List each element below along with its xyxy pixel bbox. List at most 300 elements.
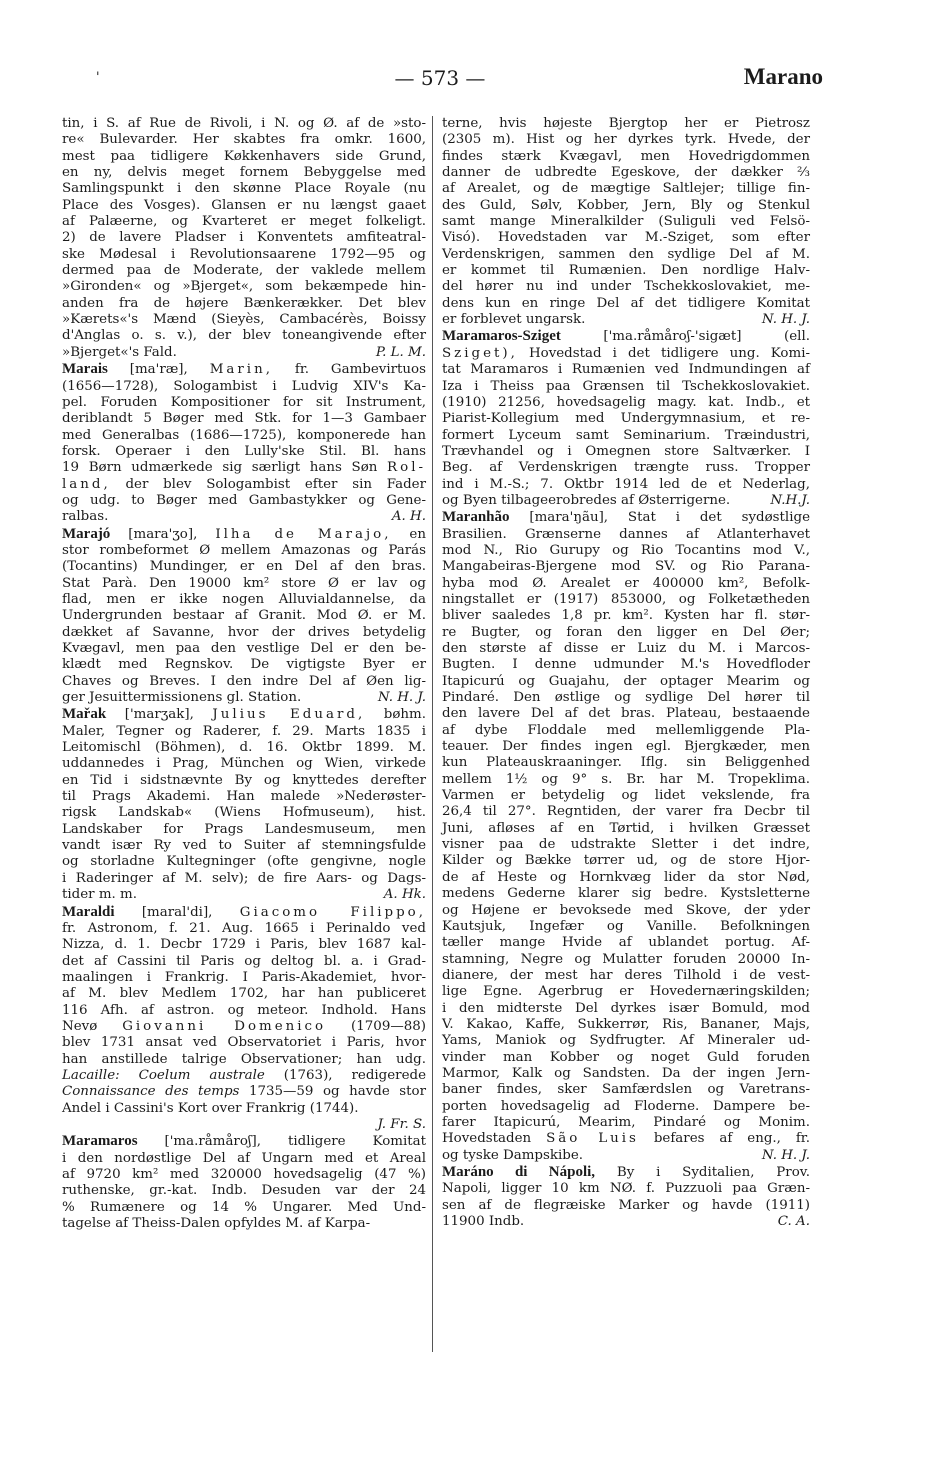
text: de af Heste og Hornkvæg lider da stor Nød, [442,869,810,885]
line-text [442,1033,810,1048]
right-line [442,772,810,788]
text: er kommet til Rumænien. Den nordlige Halv- [442,263,810,279]
line-text [442,312,585,328]
line-text [442,460,810,475]
right-line [442,559,810,575]
line-text [62,740,426,755]
left-line [62,625,426,641]
text: Verdenskrigen, sammen den sydlige Del af M. [442,246,810,262]
headword: Marais [62,361,108,378]
line-text [62,559,426,574]
line-text [442,1017,810,1032]
left-line [62,559,426,575]
text: anden fra de højere Bænkerækker. Det blev [62,295,426,311]
text: danner de udbredte Egeskove, der dækker ⅔ [442,165,810,181]
left-line [62,641,426,657]
text: [maral'di], [114,904,240,920]
right-line [442,1181,810,1197]
line-text [442,116,810,131]
line-text [442,788,810,803]
line-text [62,773,426,788]
text: en ny, delvis meget fornem Bebyggelse med [62,165,426,181]
left-line [62,592,426,608]
headword: Maranhão [442,509,510,526]
line-text [62,1068,426,1083]
text: findes stærk Kvægavl, men Hovedrigdommen [442,148,810,164]
right-line [442,493,810,509]
left-line [62,657,426,673]
left-line [62,854,426,870]
text: 19 Børn udmærkede sig særligt hans Søn [62,460,388,476]
left-line [62,1068,426,1084]
line-text [442,230,810,245]
right-line [442,509,810,526]
right-line [442,1033,810,1049]
text: Maler, Tegner og Raderer, f. 29. Marts 1835 i [62,723,426,739]
line-text [62,1003,426,1018]
spaced-name: Rol- [387,460,426,476]
text: maalingen i Frankrig. I Paris-Akademiet, hvor- [62,969,426,985]
left-line [62,724,426,740]
text: samt mange Mineralkilder (Suliguli ved Felsö- [442,214,810,230]
line-text [442,952,810,967]
line-text [442,886,810,901]
right-line [442,690,810,706]
left-line [62,165,426,181]
line-text [442,379,810,394]
signature: N. H. J. [761,312,810,328]
text: deriblandt 5 Bøger med Stk. for 1—3 Gambaer [62,411,426,427]
right-line [442,312,810,328]
line-text [442,444,810,459]
right-line [442,1148,810,1164]
signature: A. H. [391,509,426,525]
left-line [62,1151,426,1167]
line-text [442,968,810,983]
text: med Generalbas (1686—1725), komponerede han [62,427,426,443]
text: og Byen tilbageerobredes af Østerrigerne. [442,492,731,508]
line-text [62,887,137,903]
left-line [62,937,426,953]
line-text [442,690,810,705]
text: ind i M.-S.; 7. Oktbr 1914 led de et Nederlag, [442,476,810,492]
text: (1763), redigerede [264,1067,426,1083]
right-line [442,968,810,984]
text: i Raderinger af M. selv); de fire Aars- og Dags- [62,870,426,886]
right-line [442,952,810,968]
left-line [62,1019,426,1035]
line-text [62,1151,426,1166]
headword: Maraldi [62,903,115,920]
text: flad, men er ikke nogen Alluvialdannelse, da [62,591,426,607]
line-text [442,428,810,443]
right-line [442,362,810,378]
book-title: Connaissance des temps [62,1084,240,1100]
text: des Guld, Sølv, Kobber, Jern, Bly og Stenkul [442,197,810,213]
text: (1709—88) [326,1018,426,1034]
text: den største af disse er Luiz du M. i Marcos- [442,641,810,656]
right-line [442,706,810,722]
left-line [62,379,426,395]
headword: Maramaros [62,1133,138,1150]
line-text [442,870,810,885]
right-line [442,428,810,444]
text: Piarist-Kollegium med Undergymnasium, et re- [442,411,810,427]
line-text [62,1216,370,1231]
line-text [442,263,810,278]
right-line [442,1099,810,1115]
text: ruthenske, gr.-kat. Indb. Desuden var der 24 [62,1183,426,1199]
right-line [442,608,810,624]
right-line [442,837,810,853]
column-divider [432,116,433,1352]
left-line [62,822,426,838]
line-text [442,821,810,836]
right-line [442,919,810,935]
text: blev 1731 ansat ved Observatoriet i Paris, hvor [62,1035,426,1051]
text: (2305 m). Hist og her dyrkes tyrk. Hvede, der [442,132,810,148]
right-line [442,411,810,427]
line-text [62,444,426,459]
right-line [442,657,810,673]
left-line [62,116,426,132]
line-text [62,954,426,969]
left-line [62,279,426,295]
line-text [442,674,810,689]
left-line [62,805,426,821]
left-line [62,477,426,493]
right-line [442,214,810,230]
text: baner findes, sker Samfærdslen og Varetrans- [442,1082,810,1098]
text: er forblevet ungarsk. [442,312,586,328]
line-text [442,755,810,770]
line-text [442,1115,810,1130]
text: kun Plateauskraaninger. Iflg. sin Beliggenhed [442,755,810,771]
text: [ma'ræ], [107,362,210,378]
right-line [442,132,810,148]
line-text [62,279,426,294]
text: mellem 1½ og 9° s. Br. har M. Tropeklima. [442,771,810,787]
text: d'Anglas o. s. v.), der blev toneangivende efter [62,328,426,344]
line-text [62,641,426,656]
line-text [62,312,426,327]
text: del hører nu ind under Tschekkoslovakiet, me- [442,279,810,295]
right-line [442,576,810,592]
right-line [442,1214,810,1230]
text: tat Maramaros i Rumænien ved Indmundingen af [442,362,810,378]
line-text [62,905,426,920]
right-line [442,592,810,608]
line-text [62,921,426,936]
signature: A. Hk. [383,887,426,903]
right-line [442,198,810,214]
left-line [62,871,426,887]
line-text [62,263,426,278]
left-line [62,493,426,509]
line-text [62,362,426,377]
right-line [442,1017,810,1033]
text: Stat Parà. Den 19000 km² store Ø er lav og [62,575,426,591]
line-text [62,986,426,1001]
spaced-name: Marin, [209,362,273,378]
line-text [442,1050,810,1065]
text: Chaves og Breves. I den indre Del af Øen lig- [62,673,426,689]
line-text [62,1183,426,1198]
left-line [62,1101,426,1117]
text: formert Lyceum samt Seminarium. Træindustri, [442,427,810,443]
line-text [442,903,810,918]
line-text [442,198,810,213]
text: 1735—59 og havde stor [239,1084,426,1100]
left-column [62,116,426,1232]
text: vinder man Kobber og noget Guld foruden [442,1049,810,1065]
line-text [62,230,426,245]
text: ske Mødesal i Revolutionsaarene 1792—95 og [62,246,426,262]
left-line [62,608,426,624]
text: Kvægavl, men paa den vestlige Del er den be- [62,641,426,656]
right-line [442,247,810,263]
right-line [442,328,810,345]
left-line [62,312,426,328]
text: en [391,526,426,542]
text: Hovedstad i det tidligere ung. Komi- [517,345,810,361]
left-line [62,230,426,246]
signature: N.H.J. [770,492,810,508]
margin-mark: ' [96,70,100,85]
left-line [62,986,426,1002]
right-line [442,379,810,395]
right-line [442,821,810,837]
left-line [62,1183,426,1199]
text: og tyske Dampskibe. [442,1147,584,1163]
text: Varmen er betydelig og lidet vekslende, fra [442,788,810,804]
left-line [62,1133,426,1150]
text: uddannedes i Prag, München og Wien, virkede [62,756,426,772]
line-text [62,674,426,689]
left-line [62,1200,426,1216]
left-line [62,460,426,476]
line-text [442,592,810,607]
line-text [62,328,426,343]
line-text [442,395,810,410]
text: Place des Vosges). Glansen er nu længst gaaet [62,197,426,213]
text: Pindaré. Den østlige og sydlige Del hører til [442,690,810,706]
line-text [442,935,810,950]
spaced-name: Julius Eduard, [212,707,366,723]
left-line [62,576,426,592]
text: ['ma.råmåroʃ], tidligere Komitat [137,1134,426,1150]
line-text [62,345,177,361]
text: af 9720 km² med 320000 hovedsagelig (47 %) [62,1167,426,1182]
signature: N. H. J. [761,1147,810,1163]
line-text [62,181,426,196]
line-text [442,984,810,999]
left-line [62,263,426,279]
line-text [62,395,426,410]
line-text [442,706,810,721]
line-text [442,576,810,591]
text: 11900 Indb. [442,1214,525,1230]
line-text [62,707,426,722]
line-text [62,379,426,394]
line-text [62,477,426,492]
right-line [442,1066,810,1082]
right-line [442,395,810,411]
text: hyba mod Ø. Arealet er 400000 km², Befolk- [442,575,810,591]
text: bøhm. [365,707,427,723]
text: Landskaber for Prags Landesmuseum, men [62,821,426,837]
line-text [62,690,301,706]
left-line [62,740,426,756]
left-line [62,789,426,805]
left-line [62,411,426,427]
text: Napoli, ligger 10 km NØ. f. Puzzuoli paa Græn- [442,1181,810,1197]
line-text [442,739,810,754]
text: Bugten. I denne udmunder M.'s Hovedfloder [442,657,810,673]
line-text [442,279,810,294]
line-text [442,149,810,164]
right-line [442,116,810,132]
headword: Marajó [62,525,111,542]
text: det af Cassini til Paris og deltog bl. a. i Grad- [62,953,426,969]
right-line [442,460,810,476]
line-text [442,1181,810,1196]
line-text [442,1001,810,1016]
right-line [442,1050,810,1066]
line-text [442,165,810,180]
text: teauer. Der findes ingen egl. Bjergkæder, men [442,739,810,755]
signature: J. Fr. S. [377,1116,426,1132]
right-line [442,181,810,197]
left-line [62,1117,426,1133]
text: dermed paa de Moderate, der vaklede mellem [62,263,426,279]
text: (1910) 21256, hovedsagelig magy. kat. Indb., et [442,394,810,410]
text: og storladne Kultegninger (ofte gengivne, nogle [62,854,426,870]
text: befares af eng., fr. [638,1131,810,1147]
spaced-name: São Luis [546,1131,639,1147]
text: Yams, Maniok og Sydfrugter. Af Mineraler ud- [442,1033,810,1049]
signature: P. L. M. [375,344,426,360]
left-line [62,328,426,344]
line-text [442,132,810,147]
line-text [442,411,810,426]
left-line [62,428,426,444]
text: ['marʒak], [106,707,213,723]
line-text [442,1131,810,1146]
spaced-name: land, [62,476,111,492]
right-line [442,853,810,869]
left-line [62,921,426,937]
line-text [442,1099,810,1114]
text: Nevø [62,1018,123,1034]
text: til Prags Akademi. Han malede »Nederøster- [62,789,426,805]
text: og Højene er bevoksede med Skove, der yder [442,902,810,918]
right-line [442,739,810,755]
text: re Bugter, og foran den ligger en Del Øer; [442,624,810,640]
spaced-name: Giovanni Domenico [122,1018,327,1034]
left-line [62,345,426,361]
text: Kilder og Bække tørrer ud, og de store Hjor- [442,853,810,869]
text: i den midterste Del dyrkes især Bomuld, mod [442,1000,810,1016]
left-line [62,444,426,460]
text: tider m. m. [62,887,137,903]
line-text [442,1198,810,1213]
right-line [442,1131,810,1147]
line-text [62,871,426,886]
text: »Gironden« og »Bjerget«, som bekæmpede hin- [62,279,426,295]
line-text [62,509,108,525]
line-text [62,576,426,591]
text: Visó). Hovedstaden var M.-Sziget, som efter [442,230,810,246]
text: Beg. af Verdenskrigen trængte russ. Tropper [442,460,810,476]
text: bliver saaledes 1,8 pr. km². Kysten har fl. stør- [442,608,810,624]
line-text [62,116,426,131]
text: rigsk Landskab« (Wiens Hofmuseum), hist. [62,805,426,821]
text: en Tid i sidstnævnte By og knyttedes derefter [62,772,426,788]
text: porten hovedsagelig ad Floderne. Dampere be- [442,1098,810,1114]
line-text [442,1165,810,1180]
right-line [442,543,810,559]
line-text [442,477,810,492]
left-line [62,887,426,903]
left-line [62,132,426,148]
line-text [442,214,810,229]
text: Hovedstaden [442,1131,547,1147]
right-line [442,935,810,951]
line-text [62,1052,426,1067]
book-title: Lacaille: Coelum australe [62,1067,265,1083]
line-text [442,853,810,868]
right-line [442,1164,810,1181]
left-line [62,149,426,165]
text: dianere, der mest har deres Tilhold i de vest- [442,967,810,983]
left-line [62,690,426,706]
headword: Mařak [62,706,107,723]
text: Trævhandel og i Omegnen store Saltværker. I [442,443,810,459]
text: pel. Foruden Kompositioner for sit Instrument, [62,394,426,410]
right-line [442,886,810,902]
line-text [62,493,426,508]
headword: Maráno di Nápoli, [442,1164,596,1180]
text: Samlingspunkt i den skønne Place Royale (nu [62,181,426,197]
line-text [442,657,810,672]
text: forsk. Operaer i den Lully'ske Stil. Bl. hans [62,443,426,459]
text: han anstillede talrige Observationer; han udg. [62,1051,426,1067]
left-line [62,706,426,723]
text: [mara'ʒo], [110,526,216,542]
line-text [442,1214,524,1230]
line-text [442,247,810,262]
text: fr. Astronom, f. 21. Aug. 1665 i Perinaldo ved [62,920,426,936]
text: ningstallet er (1917) 853000, og Folketætheden [442,591,810,607]
right-line [442,1198,810,1214]
text: tin, i S. af Rue de Rivoli, i N. og Ø. af de »sto- [62,116,426,131]
line-text [62,247,426,262]
text: ger Jesuittermissionens gl. Station. [62,690,302,706]
text: stamning, Negre og Mulatter foruden 20000 In- [442,951,810,967]
right-line [442,870,810,886]
left-line [62,509,426,525]
line-text [442,493,730,509]
text: der blev Sologambist efter sin Fader [110,476,426,492]
line-text [62,789,426,804]
text: tagelse af Theiss-Dalen opfyldes M. af Karpa- [62,1216,371,1232]
right-line [442,984,810,1000]
right-line [442,296,810,312]
line-text [62,543,426,558]
line-text [62,1200,426,1215]
line-text [442,804,810,819]
